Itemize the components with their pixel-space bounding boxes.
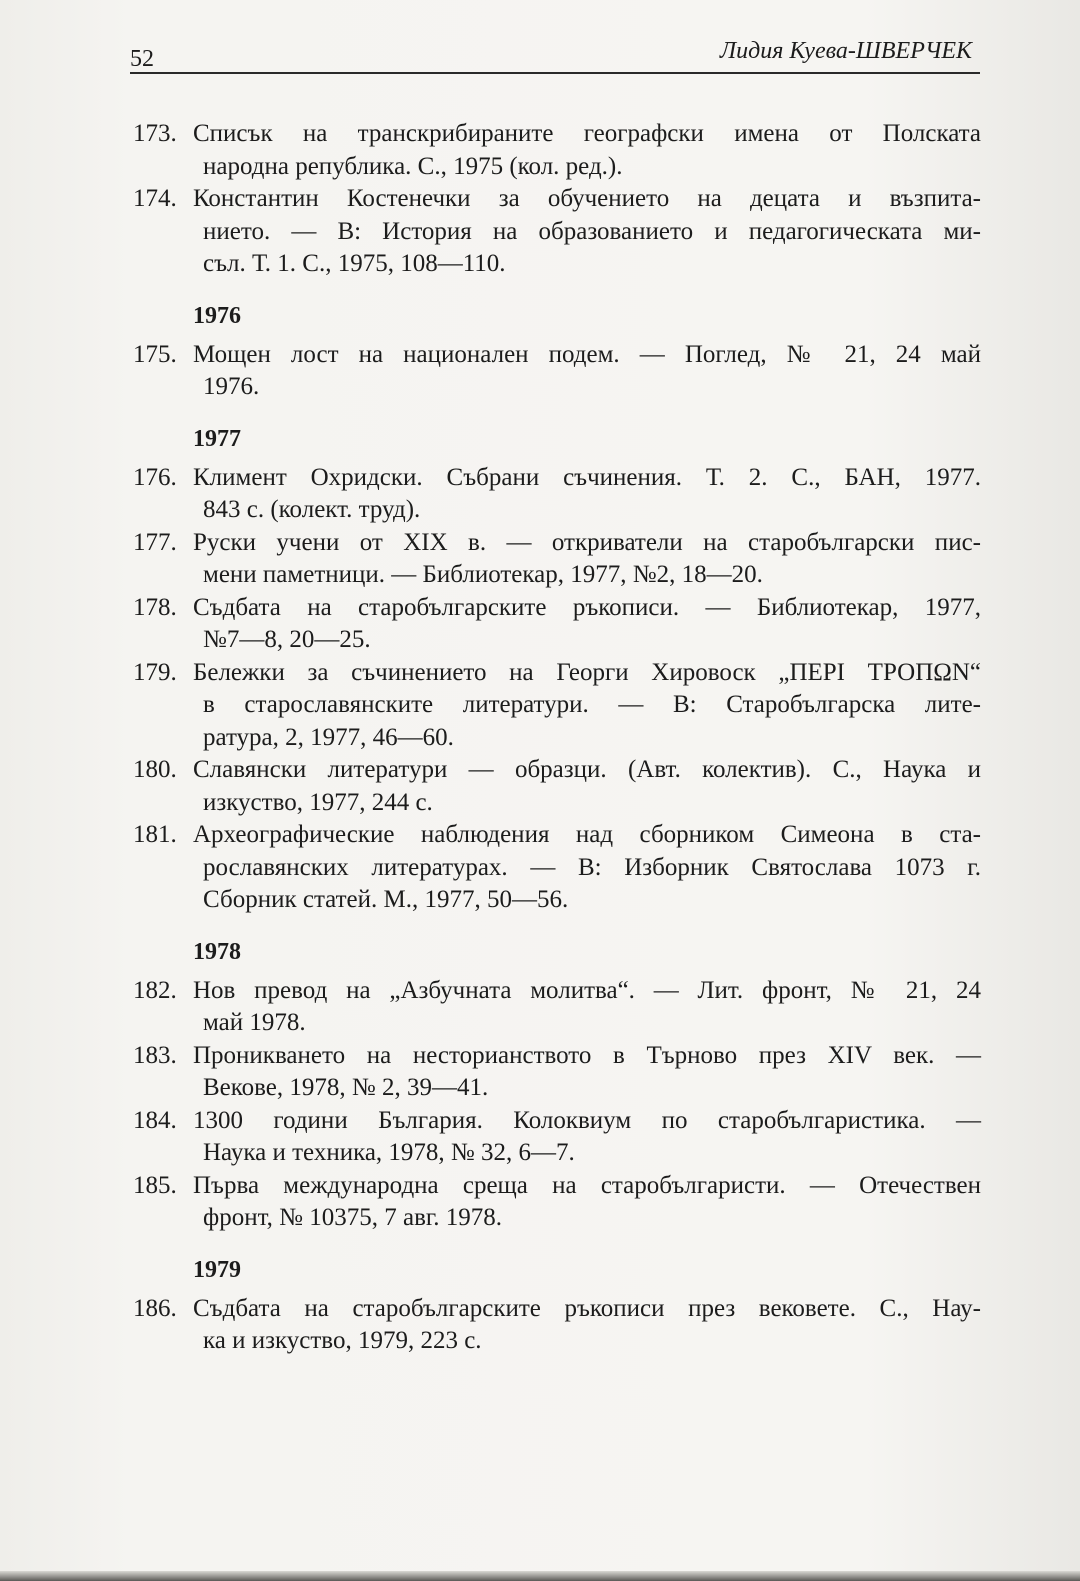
year-heading: 1977	[193, 425, 241, 452]
entry-line: ратура, 2, 1977, 46—60.	[203, 723, 454, 751]
entry-line: Руски учени от XIX в. — откриватели на старобългарски пис-	[193, 528, 981, 556]
entry-number: 177.	[133, 528, 177, 556]
bibliography-entry	[133, 1105, 981, 1170]
year-heading: 1976	[193, 302, 241, 329]
entry-line: Сборник статей. М., 1977, 50—56.	[203, 886, 569, 913]
page-header	[130, 38, 980, 74]
entry-line: Бележки за съчинението на Георги Хировоск „ПЕРІ ТРОПΩN“	[193, 658, 981, 686]
entry-number: 181.	[133, 821, 177, 848]
bibliography-entry	[133, 462, 981, 527]
year-heading: 1978	[193, 938, 241, 965]
bibliography-entry	[133, 592, 981, 657]
entry-line: май 1978.	[203, 1009, 306, 1036]
bibliography-entry	[133, 1293, 981, 1358]
entry-line: Археографические наблюдения над сборником Симеона в ста-	[193, 821, 981, 848]
entry-line: Съдбата на старобългарските ръкописи през вековете. С., Нау-	[193, 1294, 981, 1322]
entry-line: №7—8, 20—25.	[203, 626, 371, 653]
bibliography-entry	[133, 183, 981, 281]
entry-number: 180.	[133, 756, 177, 783]
entry-line: ка и изкуство, 1979, 223 с.	[203, 1327, 482, 1354]
bibliography-entry	[133, 975, 981, 1040]
bibliography-entry	[133, 1040, 981, 1105]
entry-number: 173.	[133, 120, 177, 147]
entry-line: Векове, 1978, № 2, 39—41.	[203, 1074, 489, 1101]
bibliography-entry	[133, 339, 981, 404]
entry-number: 185.	[133, 1171, 177, 1199]
running-title: Лидия Куева-ШВЕРЧЕК	[719, 38, 972, 64]
bibliography-entry	[133, 118, 981, 183]
entry-line: съл. Т. 1. С., 1975, 108—110.	[203, 250, 506, 277]
entry-line: Наука и техника, 1978, № 32, 6—7.	[203, 1139, 575, 1166]
page-bottom-edge	[0, 1571, 1080, 1581]
entry-line: рославянских литературах. — В: Изборник Святослава 1073 г.	[203, 853, 981, 881]
entry-line: Съдбата на старобългарските ръкописи. — Библиотекар, 1977,	[193, 593, 981, 621]
entry-number: 186.	[133, 1294, 177, 1322]
bibliography-entry	[133, 527, 981, 592]
bibliography-list	[133, 118, 981, 1358]
entry-line: Славянски литератури — образци. (Авт. колектив). С., Наука и	[193, 756, 981, 783]
entry-number: 176.	[133, 463, 177, 491]
entry-line: Климент Охридски. Събрани съчинения. Т. 2. С., БАН, 1977.	[193, 463, 981, 491]
entry-number: 174.	[133, 185, 177, 212]
entry-line: 843 с. (колект. труд).	[203, 496, 421, 523]
entry-number: 182.	[133, 976, 177, 1004]
entry-line: Мощен лост на национален подем. — Поглед, № 21, 24 май	[193, 340, 981, 368]
entry-line: Проникването на несторианството в Търново през XIV век. —	[193, 1041, 981, 1069]
bibliography-entry	[133, 657, 981, 755]
entry-line: мени паметници. — Библиотекар, 1977, №2, 18—20.	[203, 561, 763, 588]
entry-line: фронт, № 10375, 7 авг. 1978.	[203, 1204, 503, 1231]
bibliography-entry	[133, 1170, 981, 1235]
entry-number: 178.	[133, 593, 177, 621]
entry-line: изкуство, 1977, 244 с.	[203, 788, 433, 816]
entry-line: Първа международна среща на старобългаристи. — Отечествен	[193, 1171, 981, 1199]
entry-line: 1300 години България. Колоквиум по старобългаристика. —	[193, 1106, 981, 1134]
entry-line: Нов превод на „Азбучната молитва“. — Лит. фронт, № 21, 24	[193, 976, 981, 1004]
entry-line: в старославянските литератури. — В: Старобългарска лите-	[203, 691, 981, 718]
entry-line: народна република. С., 1975 (кол. ред.).	[203, 152, 623, 180]
entry-line: Константин Костенечки за обучението на децата и възпита-	[193, 185, 981, 212]
entry-line: Списък на транскрибираните географски имена от Полската	[193, 120, 981, 147]
entry-line: 1976.	[203, 373, 260, 400]
entry-number: 179.	[133, 658, 177, 686]
year-heading: 1979	[193, 1256, 241, 1283]
entry-number: 183.	[133, 1041, 177, 1069]
entry-number: 184.	[133, 1106, 177, 1134]
bibliography-entry	[133, 754, 981, 819]
page-number: 52	[130, 46, 154, 72]
entry-number: 175.	[133, 340, 177, 368]
entry-line: нието. — В: История на образованието и педагогическата ми-	[203, 217, 981, 245]
bibliography-entry	[133, 819, 981, 917]
